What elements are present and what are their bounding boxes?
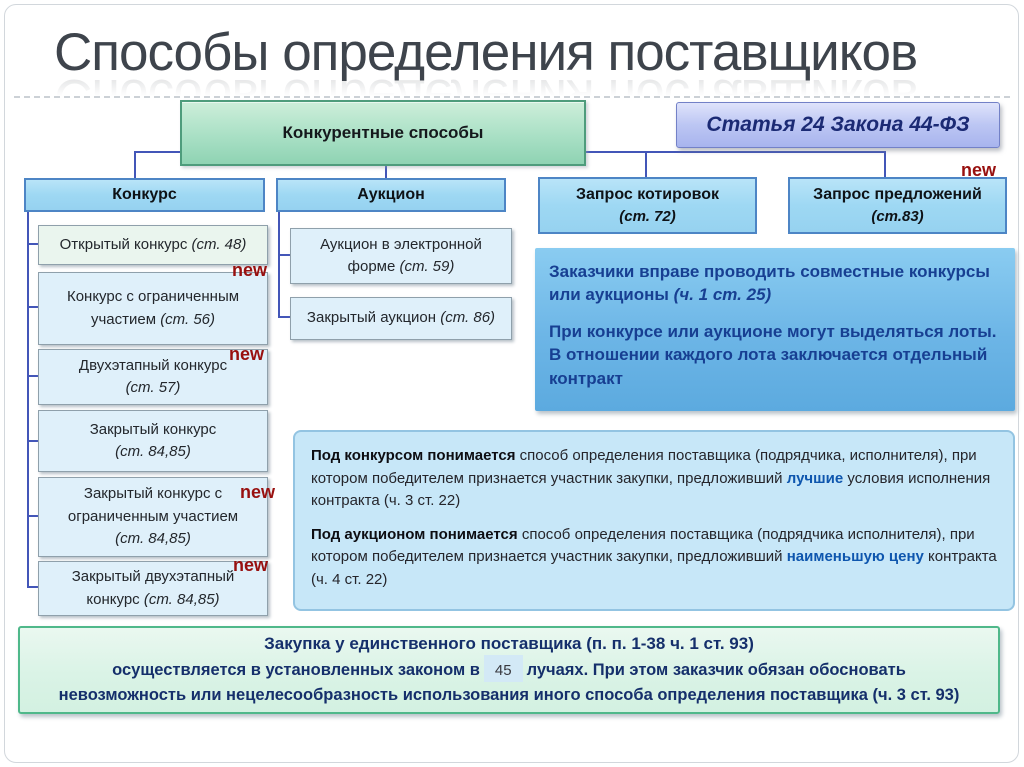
single-supplier-line2-after: лучаях. При этом заказчик обязан обосновать: [526, 660, 906, 679]
joint-procurement-note-box: [535, 248, 1015, 411]
konkurs-bracket-stub-5: [27, 515, 38, 517]
konkurs-item-closed-limited-label: Закрытый конкурс с ограниченным участием: [67, 485, 239, 525]
konkurs-bracket-stub-6: [27, 586, 38, 588]
konkurs-item-closed-label: Закрытый конкурс: [89, 420, 217, 438]
joint-note-paragraph-2: При конкурсе или аукционе могут выделяться лоты. В отношении каждого лота заключается отдельный контракт: [549, 321, 997, 388]
konkurs-bracket-stub-2: [27, 306, 38, 308]
auktsion-item-electronic: [290, 228, 512, 284]
kotirovki-header-box: [538, 177, 757, 234]
konkurs-item-limited-label: Конкурс с ограниченным участием: [66, 288, 240, 328]
auktsion-header-label: Аукцион: [357, 185, 425, 203]
konkurs-item-closed-two-stage-label: Закрытый двухэтапный конкурс: [71, 568, 235, 608]
connector-kotirovki-vertical: [645, 151, 647, 177]
competitive-methods-box: [180, 100, 586, 166]
kotirovki-header-ref: (ст. 72): [619, 208, 676, 226]
predlozheniya-header-ref: (ст.83): [871, 208, 924, 226]
single-supplier-line2-before: осуществляется в установленных законом в: [112, 660, 480, 679]
konkurs-item-closed: [38, 410, 268, 472]
konkurs-item-closed-two-stage-ref: (ст. 84,85): [143, 590, 220, 608]
slide-title: Способы определения поставщиков: [54, 23, 918, 82]
auktsion-item-electronic-ref: (ст. 59): [399, 258, 455, 275]
definition-konkurs: [311, 445, 997, 513]
konkurs-item-limited-ref: (ст. 56): [160, 310, 216, 328]
article-24-label: Статья 24 Закона 44-ФЗ: [706, 113, 970, 136]
definition-konkurs-tail: условия исполнения контракта (ч. 3 ст. 22): [311, 469, 991, 509]
kotirovki-header-label: Запрос котировок: [575, 185, 720, 203]
konkurs-item-limited: [38, 272, 268, 345]
new-tag-closed-two-stage: new: [233, 555, 269, 575]
single-supplier-line1: Закупка у единственного поставщика (п. п. 1-38 ч. 1 ст. 93): [264, 634, 754, 654]
konkurs-item-open-ref: (ст. 48): [191, 235, 247, 253]
connector-auktsion-vertical: [385, 166, 387, 178]
konkurs-bracket-stub-1: [27, 243, 38, 245]
konkurs-item-closed-limited-ref: (ст. 84,85): [115, 530, 191, 548]
auktsion-header-box: [276, 178, 506, 212]
definition-auktsion: [311, 524, 997, 592]
new-tag-closed-limited: new: [240, 482, 276, 502]
auktsion-bracket-stub-2: [278, 316, 290, 318]
definition-auktsion-body: способ определения поставщика (подрядчика исполнителя), при котором победителем признается участник закупки, предложивший: [311, 525, 975, 565]
single-supplier-line3: невозможность или нецелесообразность использования иного способа определения поставщика (ч. 3 ст. 93): [58, 686, 960, 705]
konkurs-item-open-label: Открытый конкурс: [59, 235, 188, 253]
definition-konkurs-body: способ определения поставщика (подрядчика, исполнителя), при котором победителем признается участник закупки, предложивший: [311, 447, 977, 487]
konkurs-bracket-stub-4: [27, 440, 38, 442]
page-number-badge: 45: [484, 655, 523, 682]
konkurs-bracket-vertical: [27, 212, 29, 588]
single-supplier-line2: [112, 658, 906, 684]
konkurs-item-open: [38, 225, 268, 265]
title-divider-dashed-line: [14, 96, 1010, 98]
joint-note-p1-ref: (ч. 1 ст. 25): [673, 285, 772, 305]
new-tag-limited: new: [232, 260, 268, 280]
competitive-methods-label: Конкурентные способы: [282, 123, 484, 142]
joint-note-p1-text: Заказчики вправе проводить совместные конкурсы или аукционы: [549, 262, 990, 305]
definition-auktsion-tail: контракта (ч. 4 ст. 22): [311, 548, 997, 588]
connector-right-horizontal: [586, 151, 886, 153]
definitions-box: [293, 430, 1015, 611]
konkurs-item-two-stage-ref: (ст. 57): [125, 379, 181, 396]
definition-auktsion-highlight: наименьшую цену: [786, 548, 929, 565]
auktsion-bracket-vertical: [278, 212, 280, 318]
article-24-badge: [676, 102, 1000, 148]
konkurs-bracket-stub-3: [27, 375, 38, 377]
auktsion-bracket-stub-1: [278, 254, 290, 256]
new-tag-predlozheniya: new: [961, 160, 997, 180]
new-tag-two-stage: new: [229, 344, 265, 364]
konkurs-item-two-stage-label: Двухэтапный конкурс: [78, 356, 228, 374]
konkurs-item-closed-ref: (ст. 84,85): [115, 443, 191, 460]
connector-left-horizontal: [134, 151, 180, 153]
connector-konkurs-vertical: [134, 151, 136, 178]
definition-konkurs-highlight: лучшие: [786, 469, 848, 487]
auktsion-item-closed-label: Закрытый аукцион: [306, 309, 437, 327]
predlozheniya-header-label: Запрос предложений: [813, 185, 982, 203]
auktsion-item-electronic-label: Аукцион в электронной форме: [320, 235, 482, 275]
joint-note-paragraph-1: [549, 260, 1001, 307]
definition-konkurs-lead: Под конкурсом понимается: [311, 447, 520, 464]
auktsion-item-closed: [290, 297, 512, 340]
auktsion-item-closed-ref: (ст. 86): [440, 309, 496, 327]
definition-auktsion-lead: Под аукционом понимается: [311, 525, 522, 543]
connector-predlozheniya-vertical: [884, 151, 886, 177]
konkurs-item-closed-limited: [38, 477, 268, 557]
konkurs-header-label: Конкурс: [112, 185, 177, 203]
predlozheniya-header-box: [788, 177, 1007, 234]
konkurs-header-box: [24, 178, 265, 212]
single-supplier-box: [18, 626, 1000, 714]
